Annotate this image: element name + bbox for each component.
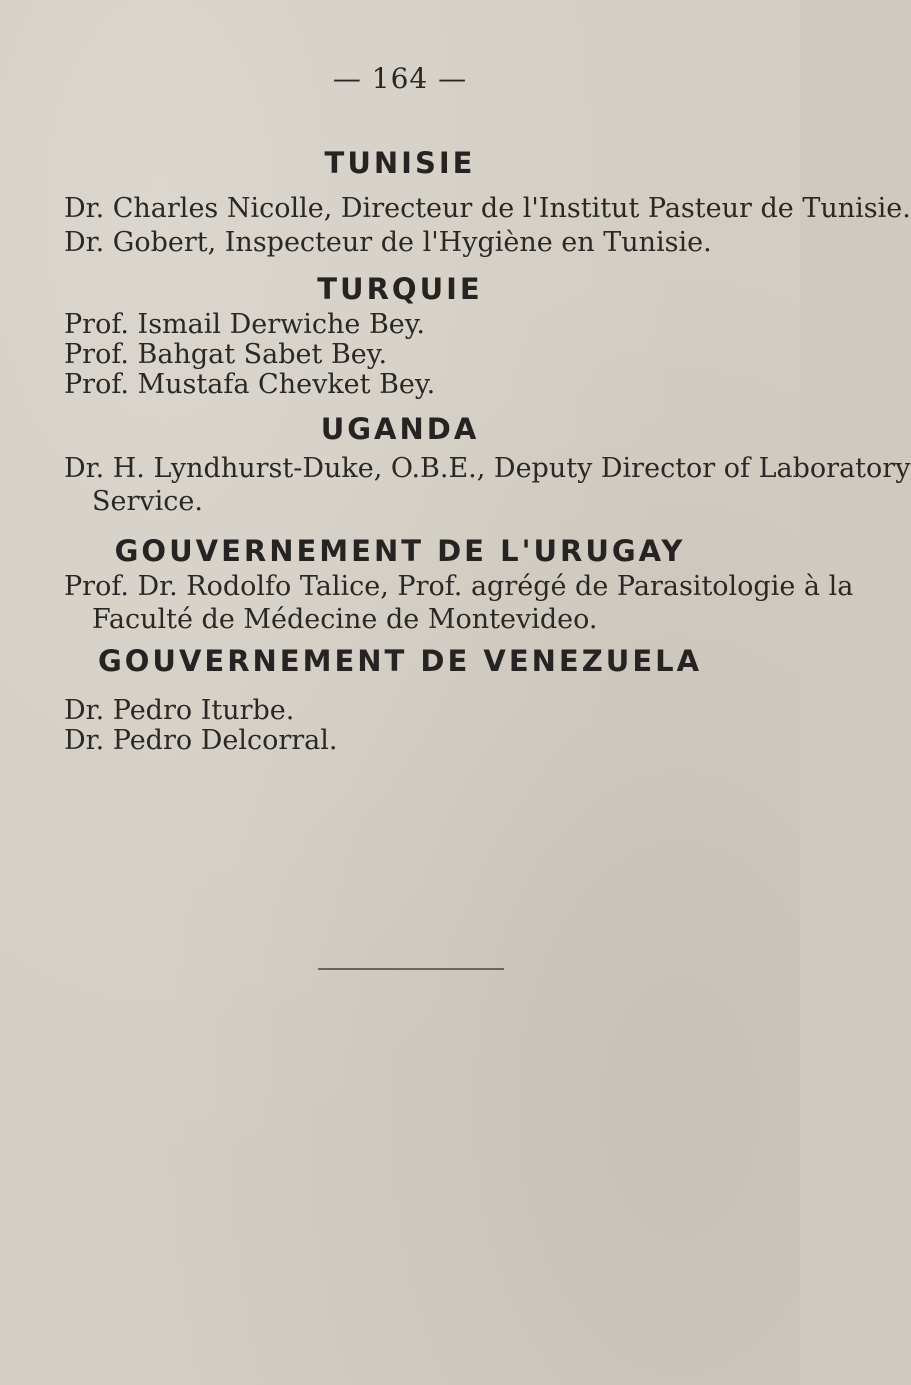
entry-talice-line2: Faculté de Médecine de Montevideo. [92,604,598,635]
section-title-uganda: UGANDA [320,412,480,446]
section-title-venezuela: GOUVERNEMENT DE VENEZUELA [97,644,703,678]
section-title-urugay: GOUVERNEMENT DE L'URUGAY [114,534,686,568]
entry-chevket: Prof. Mustafa Chevket Bey. [64,369,436,400]
entry-lyndhurst-duke-line1: Dr. H. Lyndhurst-Duke, O.B.E., Deputy Director of Laboratory [64,453,911,484]
entry-lyndhurst-duke [64,452,911,518]
divider-rule [318,968,504,970]
entry-talice [64,570,854,636]
entry-derwiche: Prof. Ismail Derwiche Bey. [64,309,426,340]
entry-sabet: Prof. Bahgat Sabet Bey. [64,339,388,370]
entry-nicolle: Dr. Charles Nicolle, Directeur de l'Institut Pasteur de Tunisie. [64,193,911,224]
entry-talice-line1: Prof. Dr. Rodolfo Talice, Prof. agrégé de Parasitologie à la [64,571,854,602]
section-title-turquie: TURQUIE [317,272,483,306]
entry-iturbe: Dr. Pedro Iturbe. [64,695,295,726]
entry-gobert: Dr. Gobert, Inspecteur de l'Hygiène en Tunisie. [64,227,712,258]
entry-lyndhurst-duke-line2: Service. [92,486,203,517]
section-title-tunisie: TUNISIE [324,146,476,180]
page-number: — 164 — [332,62,468,95]
entry-delcorral: Dr. Pedro Delcorral. [64,725,338,756]
